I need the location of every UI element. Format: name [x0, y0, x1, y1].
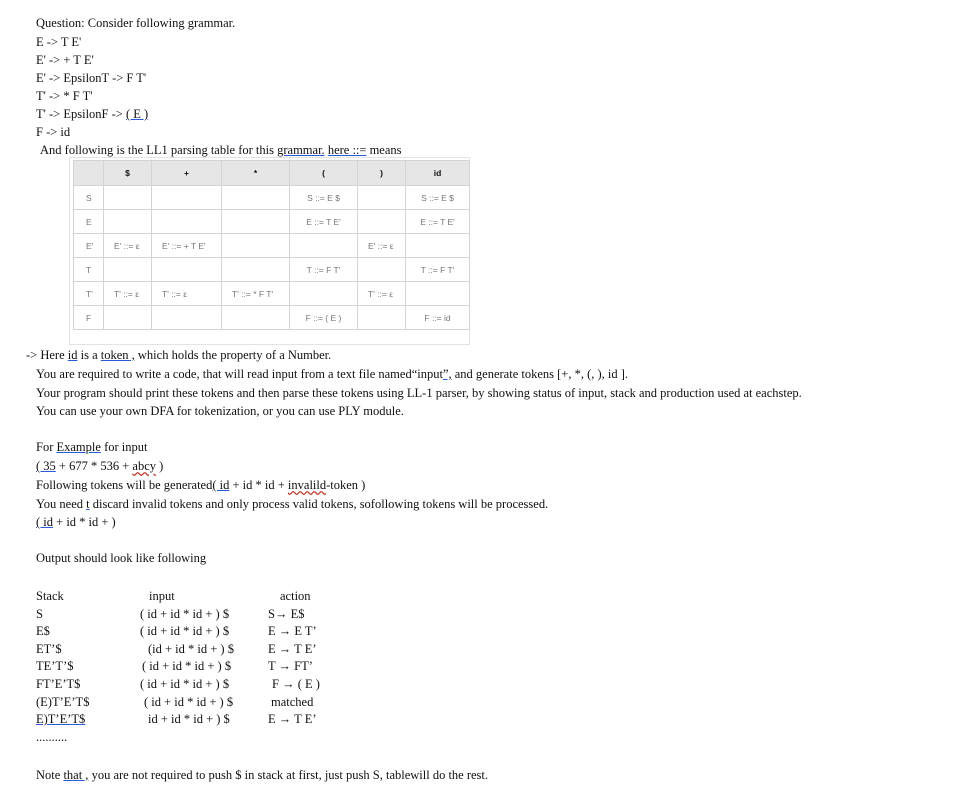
trace-stack-cell: E$: [36, 624, 50, 639]
table-cell: [222, 234, 290, 258]
trace-input-cell: ( id + id * id + ) $: [140, 606, 230, 621]
row-label: F: [74, 306, 104, 330]
trace-stack-cell: TE’T’$: [36, 659, 74, 674]
example-processed-tokens: ( id + id * id + ): [36, 515, 116, 529]
grammar-rule-6: F -> id: [36, 125, 71, 139]
example-discard-note: You need t discard invalid tokens and only process valid tokens, sofollowing tokens will be processed.: [36, 497, 549, 511]
trace-input-cell: ( id + id * id + ) $: [144, 694, 234, 709]
footer-note: Note that , you are not required to push $ in stack at first, just push S, tablewill do the rest.: [36, 768, 489, 782]
grammar-rule-3: E' -> EpsilonT -> F T': [36, 71, 147, 85]
trace-action-column: [268, 588, 320, 729]
table-cell: [152, 306, 222, 330]
table-cell: [104, 186, 152, 210]
trace-input-header: input: [149, 589, 175, 603]
trace-stack-cell: (E)T’E’T$: [36, 694, 90, 709]
header-cell: id: [406, 161, 470, 186]
trace-stack-cell: S: [36, 606, 43, 621]
table-cell: [222, 186, 290, 210]
table-cell: [222, 258, 290, 282]
trace-action-cell: T → FT’: [268, 659, 313, 674]
table-row: [74, 234, 470, 258]
table-cell: [290, 282, 358, 306]
table-row: [74, 186, 470, 210]
output-label: Output should look like following: [36, 551, 207, 565]
table-cell: [104, 306, 152, 330]
row-label: T': [74, 282, 104, 306]
table-cell: [406, 234, 470, 258]
table-cell: [222, 306, 290, 330]
header-cell: $: [104, 161, 152, 186]
example-input: ( 35 + 677 * 536 + abcy ): [36, 459, 164, 473]
grammar-rule-4: T' -> * F T': [36, 89, 93, 103]
table-cell: [152, 210, 222, 234]
grammar-rule-2: E' -> + T E': [36, 53, 94, 67]
table-cell: T ::= F T': [406, 258, 470, 282]
table-cell: [222, 210, 290, 234]
header-cell: (: [290, 161, 358, 186]
table-cell: T' ::= * F T': [222, 282, 290, 306]
table-cell: F ::= ( E ): [290, 306, 358, 330]
table-cell: T ::= F T': [290, 258, 358, 282]
table-cell: [152, 186, 222, 210]
table-cell: [104, 258, 152, 282]
trace-action-header: action: [280, 589, 311, 603]
trace-stack-header: Stack: [36, 589, 64, 603]
table-row: [74, 282, 470, 306]
table-cell: E ::= T E': [290, 210, 358, 234]
example-generated-tokens: Following tokens will be generated( id + id * id + invalild-token ): [36, 478, 366, 492]
trace-stack-column: [36, 588, 89, 746]
row-label: E': [74, 234, 104, 258]
table-row: [74, 210, 470, 234]
table-cell: E' ::= ε: [358, 234, 406, 258]
trace-action-cell: E → T E’: [268, 641, 317, 656]
trace-ellipsis: ..........: [36, 729, 68, 744]
table-cell: [104, 210, 152, 234]
table-cell: E' ::= + T E': [152, 234, 222, 258]
row-label: S: [74, 186, 104, 210]
note-dfa: You can use your own DFA for tokenization, or you can use PLY module.: [36, 404, 404, 418]
header-cell: ): [358, 161, 406, 186]
table-cell: S ::= E $: [290, 186, 358, 210]
ll1-parsing-table: [73, 160, 470, 330]
trace-action-cell: E → T E’: [268, 712, 317, 727]
trace-input-cell: ( id + id * id + ) $: [142, 659, 232, 674]
table-cell: E' ::= ε: [104, 234, 152, 258]
example-heading: For Example for input: [36, 440, 148, 454]
table-cell: T' ::= ε: [104, 282, 152, 306]
row-label: T: [74, 258, 104, 282]
header-cell: +: [152, 161, 222, 186]
table-cell: S ::= E $: [406, 186, 470, 210]
table-cell: [358, 186, 406, 210]
table-intro: And following is the LL1 parsing table for this grammar. here ::= means: [40, 143, 402, 157]
row-label: E: [74, 210, 104, 234]
trace-stack-cell: E)T’E’T$: [36, 712, 86, 727]
trace-action-cell: matched: [271, 694, 314, 709]
table-cell: [290, 234, 358, 258]
trace-input-cell: ( id + id * id + ) $: [140, 624, 230, 639]
trace-action-cell: S→ E$: [268, 606, 305, 621]
trace-input-cell: id + id * id + ) $: [148, 712, 230, 727]
note-id-token: -> Here id is a token , which holds the property of a Number.: [26, 348, 332, 362]
table-cell: [152, 258, 222, 282]
table-cell: T' ::= ε: [358, 282, 406, 306]
table-row: [74, 306, 470, 330]
trace-action-cell: F → ( E ): [272, 676, 320, 691]
table-cell: E ::= T E': [406, 210, 470, 234]
table-header-row: [74, 161, 470, 186]
trace-input-column: [140, 588, 234, 729]
grammar-rule-5: T' -> EpsilonF -> ( E ): [36, 107, 149, 121]
table-row: [74, 258, 470, 282]
trace-stack-cell: FT’E’T$: [36, 676, 81, 691]
trace-input-cell: (id + id * id + ) $: [148, 641, 234, 656]
table-cell: [358, 306, 406, 330]
note-print-tokens: Your program should print these tokens and then parse these tokens using LL-1 parser, by showing status of input, stack and production used at eachstep.: [36, 386, 802, 400]
table-cell: [358, 210, 406, 234]
note-requirement: You are required to write a code, that will read input from a text file named“input”, and generate tokens [+, *, (, ), id ].: [36, 367, 629, 381]
trace-input-cell: ( id + id * id + ) $: [140, 676, 230, 691]
grammar-rule-1: E -> T E': [36, 35, 82, 49]
header-cell: [74, 161, 104, 186]
table-cell: F ::= id: [406, 306, 470, 330]
table-cell: [358, 258, 406, 282]
table-cell: T' ::= ε: [152, 282, 222, 306]
table-cell: [406, 282, 470, 306]
header-cell: *: [222, 161, 290, 186]
question-title: Question: Consider following grammar.: [36, 16, 236, 30]
trace-stack-cell: ET’$: [36, 641, 62, 656]
trace-action-cell: E → E T’: [268, 624, 317, 639]
